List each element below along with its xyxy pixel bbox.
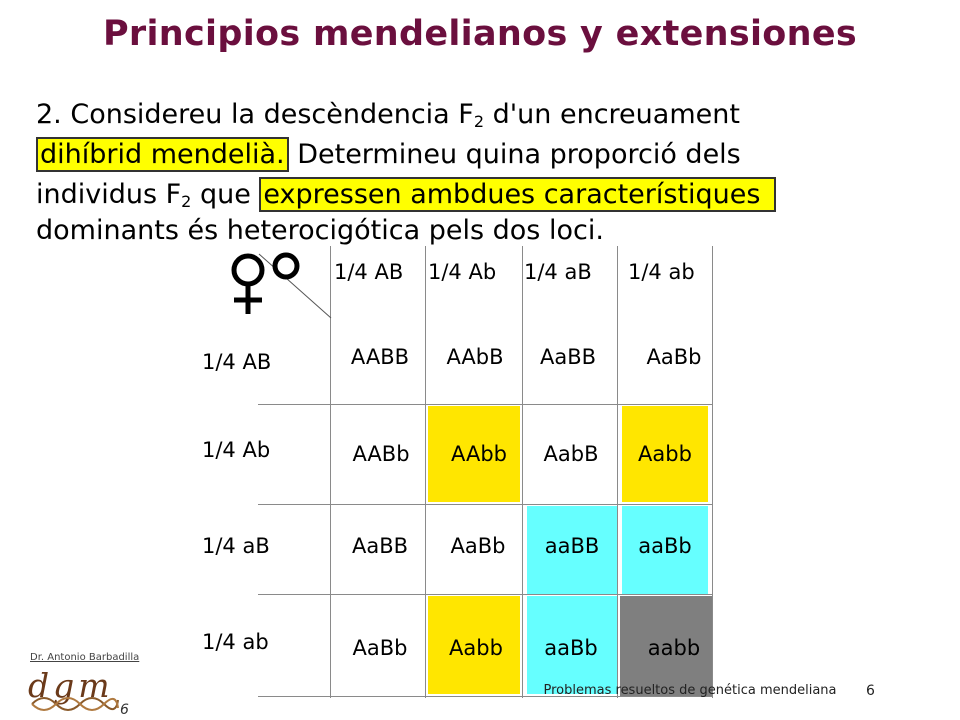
problem-line-3 <box>36 176 776 214</box>
grid-line <box>258 404 712 405</box>
genotype-cell: AABB <box>350 345 410 369</box>
row-header: 1/4 Ab <box>202 438 271 462</box>
problem-line-1 <box>36 96 740 134</box>
genotype-cell: AaBb <box>450 534 506 558</box>
problem-text: Determineu quina proporció dels <box>288 139 741 170</box>
row-header: 1/4 aB <box>202 534 270 558</box>
dgm-logo: dgm <box>28 666 114 705</box>
column-header: 1/4 aB <box>524 260 592 284</box>
genotype-cell: aabb <box>647 636 701 660</box>
logo-number: 6 <box>120 702 129 718</box>
author-link[interactable]: Dr. Antonio Barbadilla <box>30 652 140 663</box>
subscript: 2 <box>181 192 192 211</box>
genotype-cell: aaBb <box>544 636 598 660</box>
genotype-cell: AABb <box>352 442 410 466</box>
row-header: 1/4 ab <box>202 630 269 654</box>
slide-title: Principios mendelianos y extensiones <box>102 14 858 54</box>
genotype-cell: AaBB <box>539 345 597 369</box>
grid-line <box>258 504 712 505</box>
problem-line-4 <box>36 212 604 250</box>
problem-text: individus F <box>36 179 182 210</box>
grid-line <box>258 594 712 595</box>
genotype-cell: aaBb <box>638 534 692 558</box>
highlight-dihybrid: dihíbrid mendelià. <box>36 137 289 172</box>
genotype-cell: AaBB <box>351 534 409 558</box>
genotype-cell: AAbB <box>446 345 504 369</box>
genotype-cell: Aabb <box>638 442 692 466</box>
genotype-cell: AaBb <box>646 345 702 369</box>
column-header: 1/4 ab <box>628 260 695 284</box>
genotype-cell: AAbb <box>451 442 507 466</box>
highlight-dominant: expressen ambdues característiques <box>259 177 776 212</box>
grid-line <box>712 246 713 698</box>
footer-caption: Problemas resueltos de genética mendeliana <box>543 683 837 698</box>
female-icon <box>226 248 306 320</box>
grid-line <box>425 246 426 698</box>
page-number: 6 <box>866 683 875 699</box>
row-header: 1/4 AB <box>202 350 272 374</box>
grid-line <box>522 246 523 698</box>
problem-text: 2. Considereu la descèndencia F <box>36 99 474 130</box>
genotype-cell: AaBb <box>352 636 408 660</box>
problem-text: d'un encreuament <box>484 99 740 130</box>
problem-line-2 <box>36 136 741 174</box>
column-header: 1/4 AB <box>334 260 404 284</box>
problem-text: que <box>191 179 260 210</box>
grid-line <box>617 246 618 698</box>
column-header: 1/4 Ab <box>428 260 497 284</box>
dna-helix-icon <box>30 690 120 716</box>
genotype-cell: AabB <box>543 442 599 466</box>
subscript: 2 <box>473 112 485 131</box>
genotype-cell: aaBB <box>544 534 600 558</box>
problem-text: dominants és heterocigótica pels dos loci. <box>36 215 604 246</box>
genotype-cell: Aabb <box>449 636 503 660</box>
